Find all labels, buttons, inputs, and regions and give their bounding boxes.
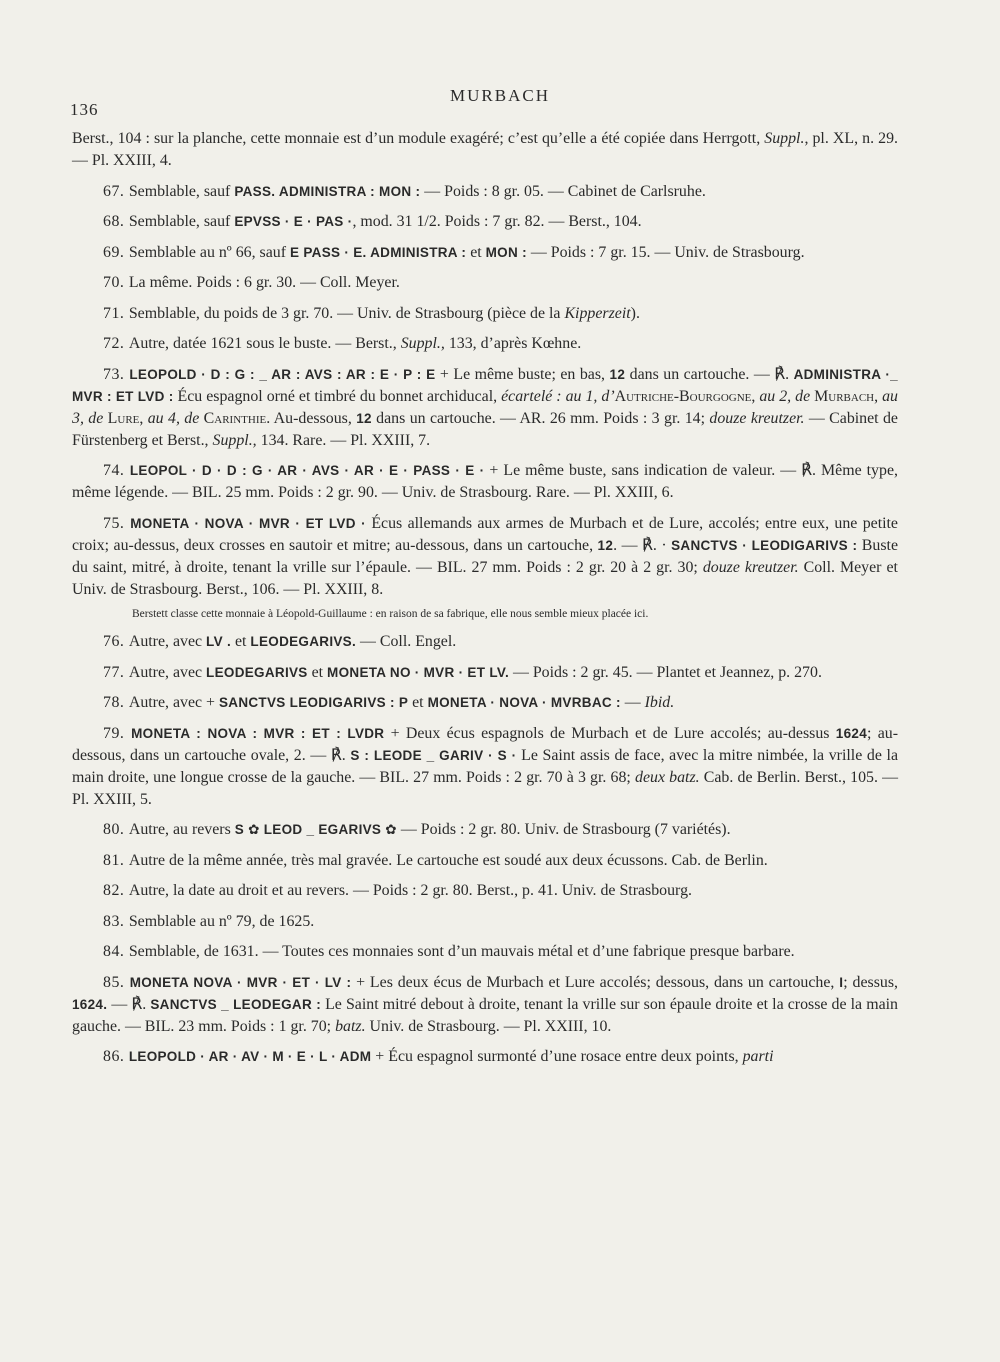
footnote: Berstett classe cette monnaie à Léopold-Guillaume : en raison de sa fabrique, elle nous semble mieux placée ici. bbox=[132, 608, 649, 620]
catalogue-entry bbox=[72, 692, 898, 714]
entry-number: 84. bbox=[103, 943, 129, 960]
entry-text: , pl. XL, n. 29. — Pl. XXIII, 4. bbox=[72, 130, 898, 169]
catalogue-entry bbox=[72, 941, 898, 963]
entry-number: 75. bbox=[103, 514, 131, 532]
entry-list-continued bbox=[72, 631, 898, 1068]
entry-text: — bbox=[620, 694, 645, 711]
catalogue-entry bbox=[72, 242, 898, 264]
catalogue-entry bbox=[72, 364, 898, 452]
entry-number: 67. bbox=[103, 182, 129, 200]
entry-text: Buste du saint, mitré, à droite, tenant la vrille sur l’épaule. — BIL. 27 mm. Poids : 2 gr. 20 à 2 gr. 30; bbox=[72, 536, 898, 576]
entry-list bbox=[72, 128, 898, 601]
entry-text: et bbox=[408, 694, 428, 711]
entry-text: Carinthie. bbox=[203, 409, 271, 427]
entry-number: 85. bbox=[103, 973, 130, 991]
entry-text: Semblable, sauf bbox=[128, 182, 235, 200]
coin-legend: MONETA · NOVA · MVR · ET LVD · bbox=[130, 515, 366, 531]
catalogue-entry bbox=[72, 460, 898, 504]
coin-legend: S : LEODE _ GARIV · S · bbox=[350, 747, 517, 763]
entry-text: Coll. Meyer et Univ. de Strasbourg. Berst., 106. — Pl. XXIII, 8. bbox=[72, 558, 898, 598]
entry-text: Au-dessous, bbox=[270, 409, 357, 427]
entry-number: 70. bbox=[103, 274, 129, 291]
entry-text: ; dessus, bbox=[843, 973, 898, 991]
entry-text: ). bbox=[630, 304, 640, 322]
entry-number: 76. bbox=[103, 633, 129, 650]
coin-legend: S ✿ LEOD _ EGARIVS ✿ bbox=[234, 822, 397, 837]
catalogue-entry bbox=[72, 911, 898, 933]
entry-text: batz. bbox=[335, 1017, 366, 1035]
entry-text: deux batz. bbox=[635, 768, 700, 786]
entry-text: Semblable, du poids de 3 gr. 70. — Univ. de Strasbourg (pièce de la bbox=[128, 304, 565, 322]
coin-legend: MON : bbox=[485, 244, 527, 260]
entry-text: — Poids : 8 gr. 05. — Cabinet de Carlsruhe. bbox=[420, 182, 706, 200]
coin-legend: 1624 bbox=[835, 725, 867, 741]
catalogue-entry bbox=[72, 181, 898, 203]
coin-legend: SANCTVS _ LEODEGAR : bbox=[150, 996, 321, 1012]
entry-text: Semblable, de 1631. — Toutes ces monnaies sont d’un mauvais métal et d’une fabrique presque barbare. bbox=[128, 943, 795, 960]
entry-text: Autre de la même année, très mal gravée. Le cartouche est soudé aux deux écussons. Cab. de Berlin. bbox=[128, 851, 768, 869]
page-body bbox=[72, 128, 898, 1077]
running-head-title: MURBACH bbox=[450, 86, 550, 105]
entry-text: au 2, de bbox=[755, 387, 815, 405]
coin-legend: 12 bbox=[609, 366, 626, 382]
entry-number: 86. bbox=[103, 1048, 129, 1065]
entry-number: 71. bbox=[103, 304, 129, 322]
entry-text: Le Saint assis de face, avec la mitre nimbée, la vrille de la main droite, une longue crosse de la gauche. — BIL. 27 mm. Poids : 2 gr. 70 à 3 gr. 68; bbox=[72, 746, 898, 786]
coin-legend: LEOPOLD · D : G : _ AR : AVS : AR : E · P : E bbox=[129, 366, 436, 382]
coin-legend: LV . bbox=[206, 634, 231, 649]
entry-text: — Coll. Engel. bbox=[356, 633, 457, 650]
entry-number: 68. bbox=[103, 213, 129, 230]
coin-legend: LEODEGARIVS bbox=[206, 664, 308, 680]
coin-legend: SANCTVS · LEODIGARIVS : bbox=[671, 537, 858, 553]
entry-text: et bbox=[307, 663, 328, 681]
page-number: 136 bbox=[70, 100, 99, 119]
catalogue-entry bbox=[72, 662, 898, 684]
entry-text: Semblable, sauf bbox=[128, 213, 235, 230]
entry-number: 74. bbox=[103, 462, 130, 479]
catalogue-entry bbox=[72, 272, 898, 294]
coin-legend: MONETA · NOVA · MVRBAC : bbox=[427, 695, 621, 710]
entry-number: 80. bbox=[103, 821, 129, 838]
entry-text: Semblable au nº 66, sauf bbox=[128, 243, 290, 261]
entry-text: et bbox=[466, 243, 486, 261]
entry-text: + Le même buste, sans indication de valeur. — ℟. Même type, même légende. — BIL. 25 mm. Poids : 2 gr. 90. — Univ. de Strasbourg. Rare. — Pl. XXIII, 6. bbox=[72, 462, 898, 501]
coin-legend: LEOPOLD · AR · AV · M · E · L · ADM bbox=[128, 1049, 372, 1064]
entry-text: Berst., 104 : sur la planche, cette monnaie est d’un module exagéré; c’est qu’elle a été copiée dans Herrgott, bbox=[72, 130, 765, 147]
entry-text: Murbach, bbox=[814, 387, 879, 405]
entry-text: écartelé : au 1, bbox=[501, 387, 598, 405]
entry-text: La même. Poids : 6 gr. 30. — Coll. Meyer. bbox=[128, 274, 400, 291]
catalogue-entry bbox=[72, 1046, 898, 1068]
entry-number: 72. bbox=[103, 335, 129, 352]
coin-legend: 12 bbox=[597, 537, 614, 553]
entry-text: au 3, de bbox=[72, 387, 898, 427]
entry-number: 83. bbox=[103, 912, 129, 930]
entry-text: Autre, avec bbox=[128, 633, 207, 650]
entry-text: Cab. de Berlin. Berst., 105. — Pl. XXIII, 5. bbox=[72, 768, 898, 808]
entry-text: — Poids : 2 gr. 45. — Plantet et Jeannez, p. 270. bbox=[509, 663, 822, 681]
catalogue-entry bbox=[72, 819, 898, 841]
entry-text: dans un cartouche. — ℟. bbox=[625, 365, 794, 383]
entry-text: douze kreutzer. bbox=[702, 558, 799, 576]
catalogue-entry bbox=[72, 723, 898, 811]
coin-legend: MONETA NOVA · MVR · ET · LV : bbox=[129, 974, 352, 990]
entry-number: 79. bbox=[103, 724, 132, 742]
entry-text: . — ℟. · bbox=[613, 536, 672, 554]
entry-text: + Écu espagnol surmonté d’une rosace entre deux points, bbox=[371, 1048, 743, 1065]
entry-number: 69. bbox=[103, 243, 129, 261]
entry-text: Kipperzeit bbox=[564, 304, 631, 322]
coin-legend: 12 bbox=[356, 410, 372, 426]
coin-legend: LEODEGARIVS. bbox=[250, 634, 357, 649]
entry-text: — Cabinet de Fürstenberg et Berst., bbox=[72, 409, 898, 449]
catalogue-entry bbox=[72, 972, 898, 1038]
entry-text: 134. Rare. — Pl. XXIII, 7. bbox=[256, 431, 431, 449]
entry-text: Écu espagnol orné et timbré du bonnet archiducal, bbox=[173, 387, 502, 405]
entry-number: 73. bbox=[103, 365, 130, 383]
coin-legend: ADMINISTRA ·_ MVR : ET LVD : bbox=[72, 366, 898, 404]
entry-text: Ibid. bbox=[644, 694, 675, 711]
entry-text: Suppl., bbox=[212, 431, 257, 449]
entry-text: — Poids : 7 gr. 15. — Univ. de Strasbourg. bbox=[526, 243, 805, 261]
entry-text: — Poids : 2 gr. 80. Univ. de Strasbourg (7 variétés). bbox=[396, 821, 731, 838]
catalogue-entry bbox=[72, 303, 898, 325]
entry-text: Semblable au nº 79, de 1625. bbox=[128, 912, 315, 930]
entry-text: Autre, avec + bbox=[128, 694, 219, 711]
entry-text: Lure, bbox=[107, 409, 144, 427]
entry-text: Le Saint mitré debout à droite, tenant la vrille sur son épaule droite et la crosse de la main gauche. — BIL. 23 mm. Poids : 1 gr. 70; bbox=[72, 995, 898, 1035]
coin-legend: PASS. ADMINISTRA : MON : bbox=[234, 183, 421, 199]
entry-text: dans un cartouche. — AR. 26 mm. Poids : 3 gr. 14; bbox=[371, 409, 710, 427]
entry-text: Autre, au revers bbox=[128, 821, 235, 838]
entry-text: + Les deux écus de Murbach et Lure accolés; dessous, dans un cartouche, bbox=[351, 973, 840, 991]
coin-legend: I bbox=[839, 974, 844, 990]
coin-legend: 1624. bbox=[72, 996, 108, 1012]
catalogue-entry bbox=[72, 850, 898, 872]
coin-legend: EPVSS · E · PAS · bbox=[234, 214, 353, 229]
entry-text: Autre, avec bbox=[128, 663, 207, 681]
catalogue-entry bbox=[72, 880, 898, 902]
coin-legend: MONETA : NOVA : MVR : ET : LVDR bbox=[131, 725, 385, 741]
catalogue-entry bbox=[72, 631, 898, 653]
entry-number: 81. bbox=[103, 851, 129, 869]
coin-legend: SANCTVS LEODIGARIVS : P bbox=[218, 695, 409, 710]
entry-text: + Le même buste; en bas, bbox=[435, 365, 610, 383]
entry-text: Écus allemands aux armes de Murbach et de Lure, accolés; entre eux, une petite croix; au-dessus, deux crosses en sautoir et mitre; au-dessous, dans un cartouche, bbox=[72, 514, 898, 554]
entry-number: 77. bbox=[103, 663, 129, 681]
entry-number: 82. bbox=[103, 882, 129, 899]
catalogue-entry bbox=[72, 128, 898, 172]
entry-number: 78. bbox=[103, 694, 129, 711]
entry-text: Autre, la date au droit et au revers. — Poids : 2 gr. 80. Berst., p. 41. Univ. de Strasbourg. bbox=[128, 882, 692, 899]
entry-text: d’ bbox=[601, 387, 615, 405]
entry-text: Suppl. bbox=[764, 130, 805, 147]
entry-text: au 4, de bbox=[143, 409, 204, 427]
catalogue-entry bbox=[72, 513, 898, 601]
entry-text: — ℟. bbox=[107, 995, 151, 1013]
entry-text: Suppl., bbox=[400, 335, 445, 352]
entry-text: douze kreutzer. bbox=[709, 409, 805, 427]
entry-text: parti bbox=[742, 1048, 774, 1065]
entry-text: Autriche-Bourgogne, bbox=[614, 387, 756, 405]
entry-text: ; au-dessous, dans un cartouche ovale, 2. — ℟. bbox=[72, 724, 898, 764]
coin-legend: LEOPOL · D · D : G · AR · AVS · AR · E · PASS · E · bbox=[129, 463, 485, 478]
catalogue-entry bbox=[72, 211, 898, 233]
entry-text: Univ. de Strasbourg. — Pl. XXIII, 10. bbox=[365, 1017, 612, 1035]
entry-text: et bbox=[231, 633, 251, 650]
entry-text: 133, d’après Kœhne. bbox=[444, 335, 582, 352]
coin-legend: E PASS · E. ADMINISTRA : bbox=[290, 244, 467, 260]
entry-text: Autre, datée 1621 sous le buste. — Berst., bbox=[128, 335, 401, 352]
coin-legend: MONETA NO · MVR · ET LV. bbox=[327, 664, 509, 680]
catalogue-entry bbox=[72, 333, 898, 355]
entry-text: , mod. 31 1/2. Poids : 7 gr. 82. — Berst., 104. bbox=[352, 213, 642, 230]
entry-text: + Deux écus espagnols de Murbach et de Lure accolés; au-dessus bbox=[384, 724, 836, 742]
